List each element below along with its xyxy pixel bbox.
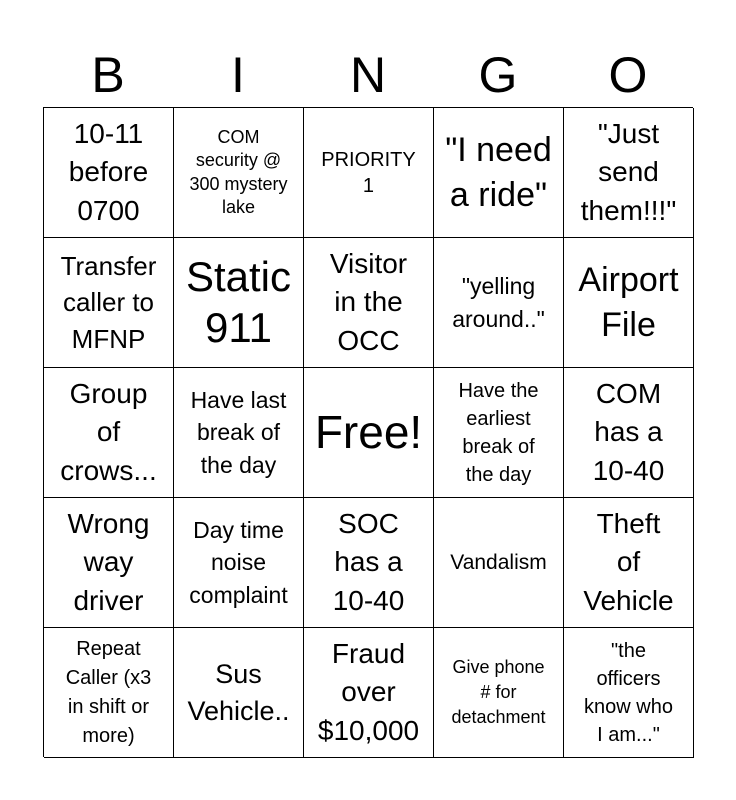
header-letter-b: B xyxy=(91,47,125,103)
cell-text: Sus Vehicle.. xyxy=(187,658,290,726)
bingo-cell[interactable] xyxy=(174,498,304,628)
bingo-cell[interactable] xyxy=(434,368,564,498)
bingo-cell[interactable] xyxy=(434,628,564,758)
bingo-cell[interactable] xyxy=(44,108,174,238)
cell-text: PRIORITY 1 xyxy=(321,148,416,197)
cell-text: Free! xyxy=(314,406,423,459)
bingo-cell[interactable] xyxy=(434,108,564,238)
bingo-cell[interactable] xyxy=(564,498,694,628)
cell-text: Theft of Vehicle xyxy=(583,508,674,616)
bingo-cell[interactable] xyxy=(434,498,564,628)
cell-text: "Just send them!!!" xyxy=(580,118,677,226)
cell-text: Vandalism xyxy=(450,550,547,574)
bingo-cell[interactable] xyxy=(564,368,694,498)
cell-text: Give phone # for detachment xyxy=(451,656,546,728)
bingo-cell[interactable] xyxy=(304,108,434,238)
cell-text: COM has a 10-40 xyxy=(592,378,665,486)
bingo-cell[interactable] xyxy=(44,498,174,628)
bingo-header xyxy=(43,44,693,106)
bingo-cell[interactable] xyxy=(174,628,304,758)
cell-text: Wrong way driver xyxy=(67,508,150,616)
bingo-cell[interactable] xyxy=(44,628,174,758)
cell-text: "I need a ride" xyxy=(445,131,552,214)
bingo-cell[interactable] xyxy=(174,238,304,368)
cell-text: Static 911 xyxy=(185,253,292,351)
header-letter-i: I xyxy=(231,47,245,103)
cell-text: Visitor in the OCC xyxy=(329,248,408,356)
bingo-cell[interactable] xyxy=(564,108,694,238)
bingo-cell[interactable] xyxy=(304,628,434,758)
bingo-cell[interactable] xyxy=(44,368,174,498)
bingo-cell[interactable] xyxy=(564,238,694,368)
bingo-cell[interactable] xyxy=(174,368,304,498)
cell-text: 10-11 before 0700 xyxy=(68,118,149,226)
bingo-grid xyxy=(43,107,693,757)
free-space[interactable] xyxy=(304,368,434,498)
header-letter-o: O xyxy=(608,47,648,103)
cell-text: Repeat Caller (x3 in shift or more) xyxy=(65,637,152,747)
cell-text: "the officers know who I am..." xyxy=(584,639,673,746)
cell-text: Fraud over $10,000 xyxy=(317,638,420,746)
cell-text: Have the earliest break of the day xyxy=(458,379,539,486)
bingo-cell[interactable] xyxy=(44,238,174,368)
cell-text: SOC has a 10-40 xyxy=(332,508,405,616)
cell-text: COM security @ 300 mystery lake xyxy=(189,126,288,217)
bingo-cell[interactable] xyxy=(304,498,434,628)
cell-text: Have last break of the day xyxy=(190,387,287,478)
bingo-cell[interactable] xyxy=(434,238,564,368)
bingo-cell[interactable] xyxy=(174,108,304,238)
bingo-cell[interactable] xyxy=(304,238,434,368)
cell-text: Day time noise complaint xyxy=(189,517,288,608)
bingo-cell[interactable] xyxy=(564,628,694,758)
cell-text: "yelling around.." xyxy=(452,273,545,332)
cell-text: Transfer caller to MFNP xyxy=(60,250,157,354)
header-letter-n: N xyxy=(349,47,387,103)
header-letter-g: G xyxy=(478,47,518,103)
cell-text: Group of crows... xyxy=(60,378,157,486)
cell-text: Airport File xyxy=(578,261,679,344)
